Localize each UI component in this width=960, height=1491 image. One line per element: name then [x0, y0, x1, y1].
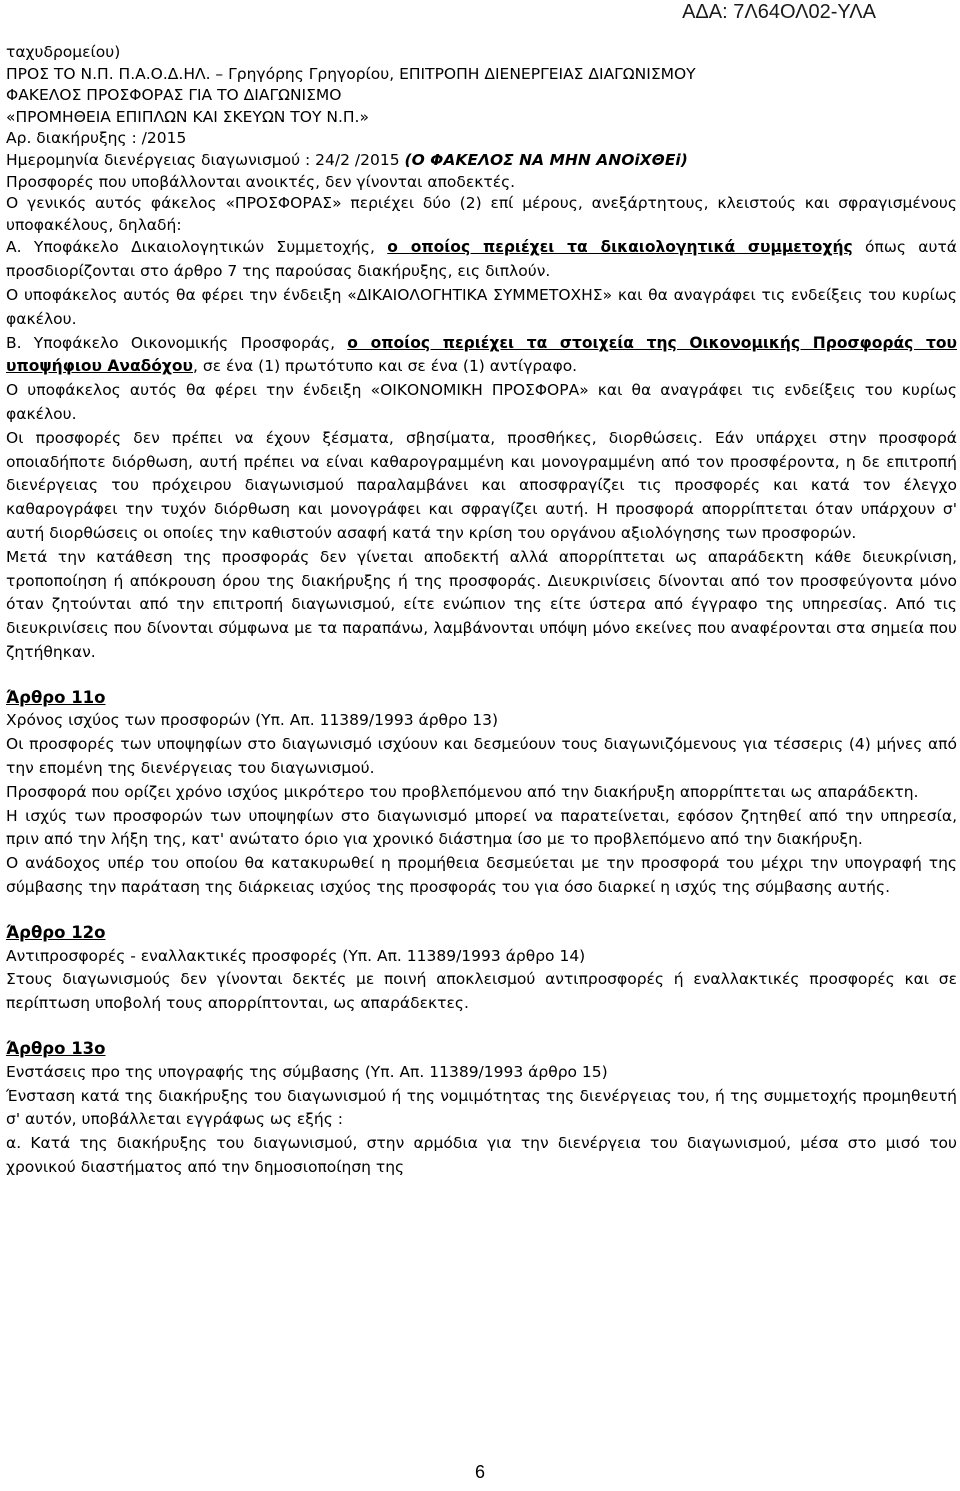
envelope-address-block [6, 42, 957, 236]
article-11-paragraph: Η ισχύς των προσφορών των υποψηφίων στο διαγωνισμό μπορεί να παρατείνεται, εφόσον ζητηθεί από την υπηρεσία, πριν από την λήξη της, κατ' ανώτατο όριο για χρονικό διάστημα ίσο με το προβλεπόμενο από την διακήρυξη. [6, 806, 957, 849]
subenvelope-b: Β. Υποφάκελο Οικονομικής Προσφοράς, ο οποίος περιέχει τα στοιχεία της Οικονομικής Προσφοράς του υποψήφιου Αναδόχου, σε ένα (1) πρωτότυπο και σε ένα (1) αντίγραφο. [6, 333, 957, 376]
corrections-paragraph: Οι προσφορές δεν πρέπει να έχουν ξέσματα, σβησίματα, προσθήκες, διορθώσεις. Εάν υπάρχει στην προσφορά οποιαδήποτε διόρθωση, αυτή πρέπει να είναι καθαρογραμμένη και μονογραμμένη από τον προσφέροντα, η δε επιτροπή διενέργειας του πρόχειρου διαγωνισμού παραλαμβάνει και αποσφραγίζει τις προσφορές και κατά τον έλεγχο καθαρογράφει την τυχόν διόρθωση και μονογράφει και σφραγίζει αυτή. Η προσφορά απορρίπτεται όταν υπάρχουν σ' αυτή διορθώσεις οι οποίες την καθιστούν ασαφή κατά την κρίση του οργάνου αξιολόγησης των προσφορών. [6, 428, 957, 542]
article-11-paragraph: Οι προσφορές των υποψηφίων στο διαγωνισμό ισχύουν και δεσμεύουν τους διαγωνιζόμενους για τέσσερις (4) μήνες από την επομένη της διενέργειας του διαγωνισμού. [6, 735, 957, 778]
article-11-title: Άρθρο 11ο [6, 687, 106, 707]
article-11-paragraph: Ο ανάδοχος υπέρ του οποίου θα κατακυρωθεί η προμήθεια δεσμεύεται με την προσφορά του μέχρι την υπογραφή της σύμβασης την παράταση της διάρκειας ισχύος της προσφοράς του για όσο διαρκεί η ισχύς της σύμβασης αυτής. [6, 854, 957, 897]
address-line: ΦΑΚΕΛΟΣ ΠΡΟΣΦΟΡΑΣ ΓΙΑ ΤΟ ΔΙΑΓΩΝΙΣΜΟ [6, 86, 342, 105]
article-13-subtitle: Ενστάσεις προ της υπογραφής της σύμβασης (Υπ. Απ. 11389/1993 άρθρο 15) [6, 1062, 608, 1081]
subenvelope-b-emphasis-2: υποψήφιου Αναδόχου [6, 357, 194, 376]
subenvelope-b-emphasis: ο οποίος περιέχει τα στοιχεία της Οικονομικής Προσφοράς του [347, 333, 957, 352]
after-submission-paragraph: Μετά την κατάθεση της προσφοράς δεν γίνεται αποδεκτή αλλά απορρίπτεται ως απαράδεκτη κάθε διευκρίνιση, τροποποίηση ή απόκρουση όρου της διακήρυξης ή της προσφοράς. Διευκρινίσεις δίνονται από τον προσφεύγοντα μόνο όταν ζητούνται από την επιτροπή διαγωνισμού, είτε ενώπιον της είτε ύστερα από έγγραφο της υπηρεσίας. Από τις διευκρινίσεις που δίνονται σύμφωνα με τα παραπάνω, λαμβάνονται υπόψη μόνο εκείνες που αναφέρονται στα σημεία που ζητήθηκαν. [6, 547, 957, 661]
subenvelope-b-note: Ο υποφάκελος αυτός θα φέρει την ένδειξη «ΟΙΚΟΝΟΜΙΚΗ ΠΡΟΣΦΟΡΑ» και θα αναγράφει τις ενδείξεις του κυρίως φακέλου. [6, 381, 957, 423]
article-13-title: Άρθρο 13ο [6, 1039, 106, 1059]
address-line: ΠΡΟΣ ΤΟ Ν.Π. Π.Α.Ο.Δ.ΗΛ. – Γρηγόρης Γρηγορίου, ΕΠΙΤΡΟΠΗ ΔΙΕΝΕΡΓΕΙΑΣ ΔΙΑΓΩΝΙΣΜΟΥ [6, 64, 696, 83]
do-not-open-note: (Ο ΦΑΚΕΛΟΣ ΝΑ ΜΗΝ ΑΝΟiΧΘΕi) [404, 150, 688, 169]
spacer [6, 665, 957, 686]
address-line: «ΠΡΟΜΗΘΕΙΑ ΕΠΙΠΛΩΝ ΚΑΙ ΣΚΕΥΩΝ ΤΟΥ Ν.Π.» [6, 107, 369, 126]
article-12-paragraph: Στους διαγωνισμούς δεν γίνονται δεκτές με ποινή αποκλεισμού αντιπροσφορές ή εναλλακτικές προσφορές και σε περίπτωση υποβολή τους απορρίπτονται, ως απαράδεκτες. [6, 970, 957, 1013]
article-12-title: Άρθρο 12ο [6, 922, 106, 942]
spacer [6, 1016, 957, 1037]
subenvelope-a-note: Ο υποφάκελος αυτός θα φέρει την ένδειξη «ΔΙΚΑΙΟΛΟΓΗΤΙΚΑ ΣΥΜΜΕΤΟΧΗΣ» και θα αναγράφει τις ενδείξεις του κυρίως φακέλου. [6, 285, 957, 328]
general-envelope-paragraph: Ο γενικός αυτός φάκελος «ΠΡΟΣΦΟΡΑΣ» περιέχει δύο (2) επί μέρους, ανεξάρτητους, κλειστούς και σφραγισμένους υποφακέλους, δηλαδή: [6, 194, 957, 234]
address-line: Αρ. διακήρυξης : /2015 [6, 129, 187, 148]
address-line: ταχυδρομείου) [6, 43, 121, 61]
document-body [6, 42, 957, 1180]
article-13-paragraph: α. Κατά της διακήρυξης του διαγωνισμού, στην αρμόδια για την διενέργεια του διαγωνισμού, μέσα στο μισό του χρονικού διαστήματος από την δημοσιοποίηση της [6, 1134, 957, 1177]
date-text: Ημερομηνία διενέργειας διαγωνισμού : 24/2 /2015 [6, 150, 405, 169]
date-line [6, 150, 957, 172]
subenvelope-a: Α. Υποφάκελο Δικαιολογητικών Συμμετοχής, ο οποίος περιέχει τα δικαιολογητικά συμμετοχής όπως αυτά προσδιορίζονται στο άρθρο 7 της παρούσας διακήρυξης, εις διπλούν. [6, 238, 958, 281]
article-12-subtitle: Αντιπροσφορές - εναλλακτικές προσφορές (Υπ. Απ. 11389/1993 άρθρο 14) [6, 946, 586, 965]
subenvelope-a-emphasis: ο οποίος περιέχει τα δικαιολογητικά συμμετοχής [387, 238, 853, 257]
article-11-paragraph: Προσφορά που ορίζει χρόνο ισχύος μικρότερο του προβλεπόμενου από την διακήρυξη απορρίπτεται ως απαράδεκτη. [6, 782, 919, 801]
page-number: 6 [474, 1462, 485, 1482]
open-offers-note: Προσφορές που υποβάλλονται ανοικτές, δεν γίνονται αποδεκτές. [6, 172, 516, 191]
ada-header: ΑΔΑ: 7Λ64ΟΛ02-ΥΛΑ [682, 1, 876, 23]
spacer [6, 900, 957, 921]
article-11-subtitle: Χρόνος ισχύος των προσφορών (Υπ. Απ. 11389/1993 άρθρο 13) [6, 711, 499, 730]
article-13-paragraph: Ένσταση κατά της διακήρυξης του διαγωνισμού ή της νομιμότητας της διενέργειας του, ή της συμμετοχής προμηθευτή σ' αυτόν, υποβάλλεται εγγράφως ως εξής : [6, 1086, 957, 1129]
